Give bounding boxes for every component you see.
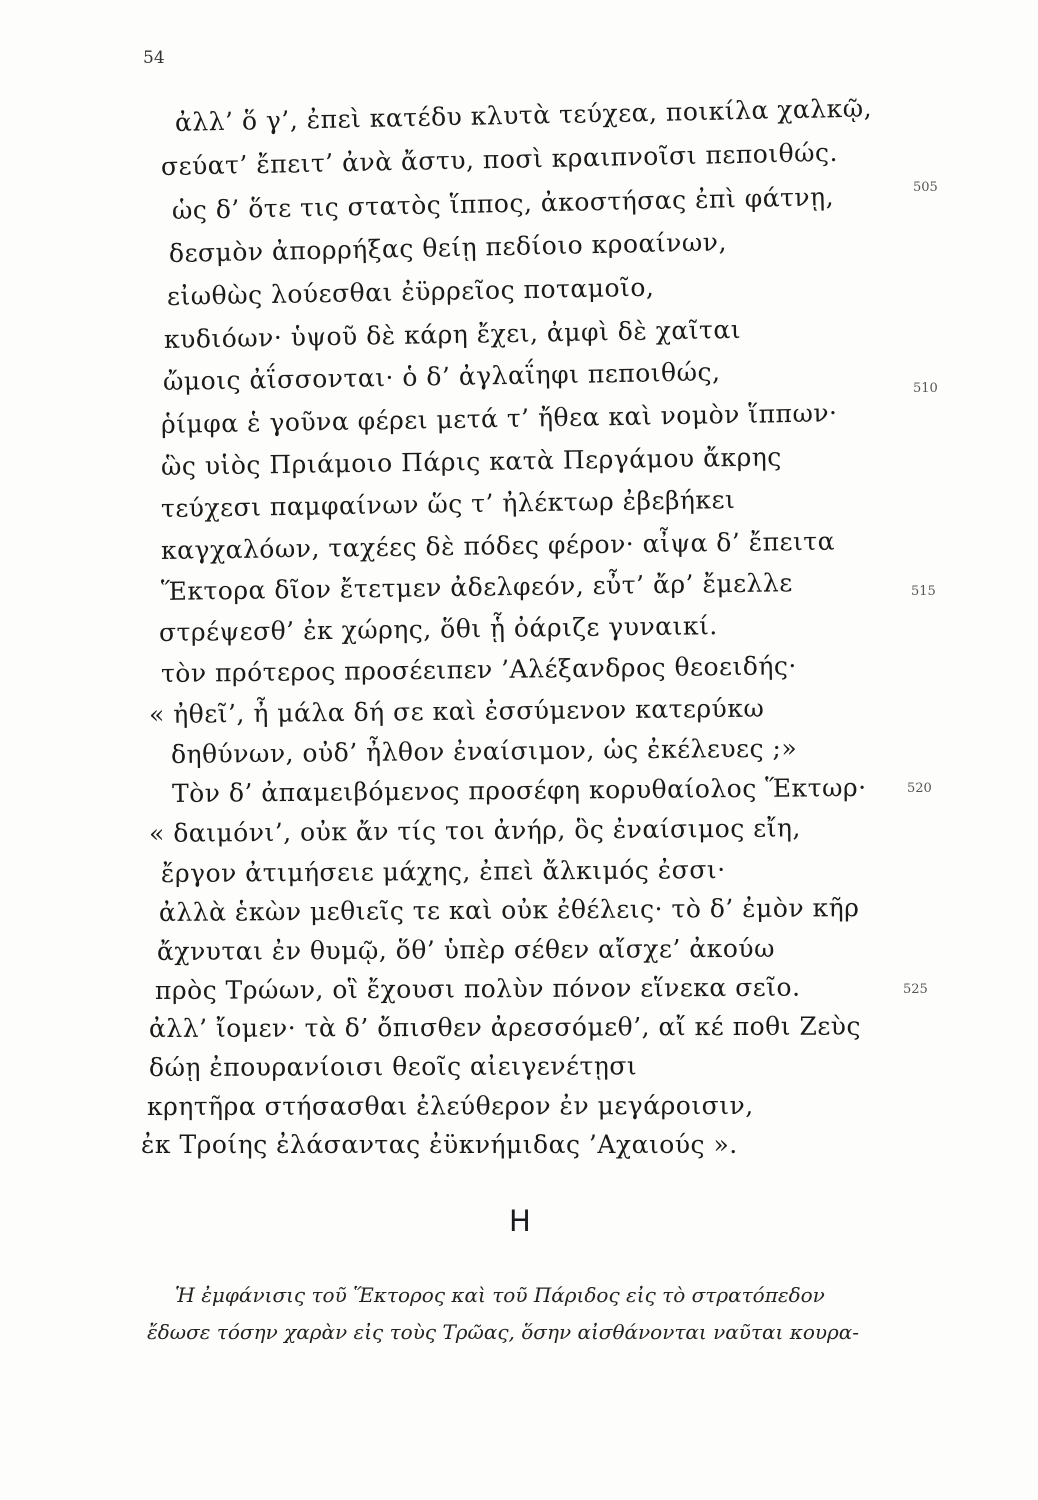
- line-number: 520: [907, 781, 932, 796]
- verse-line: ὣς υἱὸς Πριάμοιο Πάρις κατὰ Περγάμου ἄκρης: [160, 442, 782, 481]
- summary-line: Ἡ ἐμφάνισις τοῦ Ἕκτορος καὶ τοῦ Πάριδος εἰς τὸ στρατόπεδον: [175, 1283, 825, 1307]
- line-number: 510: [913, 381, 938, 396]
- verse-line: « ἠθεῖ’, ἦ μάλα δή σε καὶ ἐσσύμενον κατερύκω: [148, 693, 765, 729]
- verse-line: δώῃ ἐπουρανίοισι θεοῖς αἰειγενέτῃσι: [148, 1051, 638, 1082]
- verse-line: ἀλλ’ ἴομεν· τὰ δ’ ὄπισθεν ἀρεσσόμεθ’, αἴ κέ ποθι Ζεὺς: [148, 1011, 862, 1043]
- verse-line: Ἕκτορα δῖον ἔτετμεν ἀδελφεόν, εὖτ’ ἄρ’ ἔμελλε: [160, 568, 793, 606]
- verse-line: ἔργον ἀτιμήσειε μάχης, ἐπεὶ ἄλκιμός ἐσσι·: [160, 855, 726, 888]
- line-number: 515: [911, 584, 936, 599]
- verse-line: δηθύνων, οὐδ’ ἦλθον ἐναίσιμον, ὡς ἐκέλευες ;»: [170, 733, 798, 769]
- verse-line: δεσμὸν ἀπορρήξας θείῃ πεδίοιο κροαίνων,: [168, 227, 728, 268]
- verse-line: τεύχεσι παμφαίνων ὥς τ’ ἠλέκτωρ ἐβεβήκει: [160, 484, 736, 523]
- verse-line: κυδιόων· ὑψοῦ δὲ κάρη ἔχει, ἀμφὶ δὲ χαῖται: [163, 314, 742, 354]
- line-number: 525: [903, 982, 928, 997]
- verse-line: πρὸς Τρώων, οἳ ἔχουσι πολὺν πόνον εἵνεκα σεῖο.: [154, 972, 801, 1005]
- verse-line: ἀλλὰ ἑκὼν μεθιεῖς τε καὶ οὐκ ἐθέλεις· τὸ δ’ ἐμὸν κῆρ: [158, 893, 860, 927]
- book-heading: Η: [509, 1204, 531, 1238]
- verse-line: ἀλλ’ ὅ γ’, ἐπεὶ κατέδυ κλυτὰ τεύχεα, ποικίλα χαλκῷ,: [174, 93, 873, 137]
- page-number: 54: [143, 48, 165, 68]
- summary-line: ἔδωσε τόσην χαρὰν εἰς τοὺς Τρῶας, ὅσην αἰσθάνονται ναῦται κουρα-: [147, 1320, 860, 1344]
- verse-line: τὸν πρότερος προσέειπεν ’Αλέξανδρος θεοειδής·: [160, 651, 797, 688]
- verse-line: ἄχνυται ἐν θυμῷ, ὅθ’ ὑπὲρ σέθεν αἴσχε’ ἀκούω: [156, 933, 776, 966]
- verse-line: στρέψεσθ’ ἐκ χώρης, ὅθι ᾗ ὀάριζε γυναικί.: [158, 611, 718, 647]
- verse-line: εἰωθὼς λούεσθαι ἐϋρρεῖος ποταμοῖο,: [166, 272, 655, 311]
- verse-line: σεύατ’ ἔπειτ’ ἀνὰ ἄστυ, ποσὶ κραιπνοῖσι πεποιθώς.: [160, 137, 839, 181]
- verse-line: ὡς δ’ ὅτε τις στατὸς ἵππος, ἀκοστήσας ἐπὶ φάτνῃ,: [171, 182, 835, 225]
- verse-line: ῥίμφα ἑ γοῦνα φέρει μετά τ’ ἤθεα καὶ νομὸν ἵππων·: [160, 398, 838, 439]
- verse-line: καγχαλόων, ταχέες δὲ πόδες φέρον· αἶψα δ’ ἔπειτα: [160, 526, 836, 565]
- verse-line: κρητῆρα στήσασθαι ἐλεύθερον ἐν μεγάροισιν,: [146, 1090, 754, 1121]
- verse-line: Τὸν δ’ ἀπαμειβόμενος προσέφη κορυθαίολος Ἕκτωρ·: [171, 772, 867, 808]
- verse-line: ἐκ Τροίης ἐλάσαντας ἐϋκνήμιδας ’Αχαιούς ».: [141, 1130, 738, 1159]
- verse-line: « δαιμόνι’, οὐκ ἄν τίς τοι ἀνήρ, ὃς ἐναίσιμος εἴη,: [148, 813, 802, 848]
- line-number: 505: [913, 180, 938, 195]
- verse-line: ὤμοις ἀΐσσονται· ὁ δ’ ἀγλαΐηφι πεποιθώς,: [162, 357, 721, 396]
